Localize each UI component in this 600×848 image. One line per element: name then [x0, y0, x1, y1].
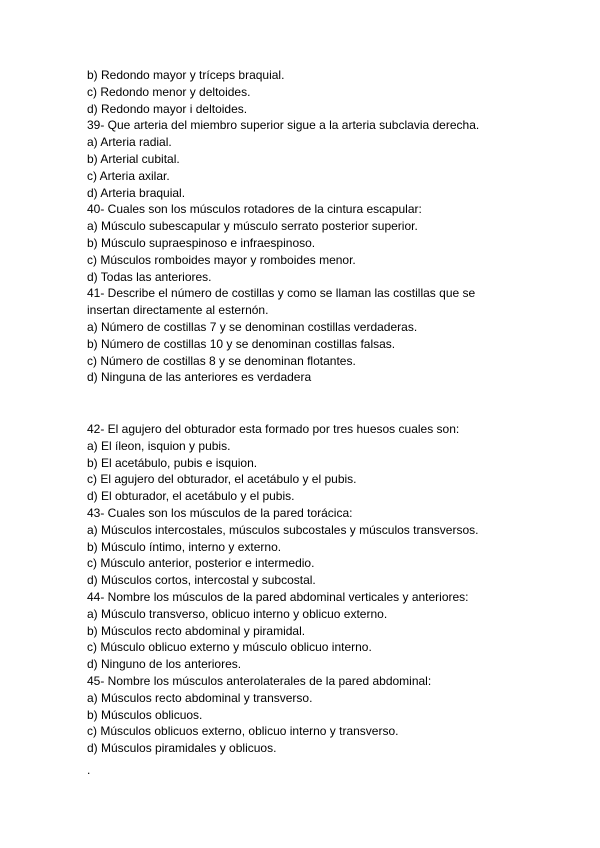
text-line: d) Músculos piramidales y oblicuos. — [87, 741, 277, 756]
text-line: b) Músculos recto abdominal y piramidal. — [87, 623, 306, 638]
text-line: 43- Cuales son los músculos de la pared torácica: — [87, 505, 353, 520]
text-line: d) Arteria braquial. — [87, 185, 186, 200]
text-line: c) Número de costillas 8 y se denominan flotantes. — [87, 353, 356, 368]
text-line: 44- Nombre los músculos de la pared abdominal verticales y anteriores: — [87, 589, 469, 604]
text-block-questions-42-45 — [87, 421, 587, 757]
text-line: a) El íleon, isquion y pubis. — [87, 438, 231, 453]
text-line: b) Músculo supraespinoso e infraespinoso. — [87, 235, 316, 250]
text-line: d) Músculos cortos, intercostal y subcostal. — [87, 573, 316, 588]
text-line: 40- Cuales son los músculos rotadores de la cintura escapular: — [87, 202, 422, 217]
text-line: a) Arteria radial. — [87, 135, 172, 150]
text-line: c) Músculos oblicuos externo, oblicuo interno y transverso. — [87, 724, 399, 739]
text-line: a) Músculo subescapular y músculo serrato posterior superior. — [87, 219, 418, 234]
text-line: a) Músculo transverso, oblicuo interno y oblicuo externo. — [87, 606, 388, 621]
text-line: d) El obturador, el acetábulo y el pubis. — [87, 489, 295, 504]
text-line: d) Ninguno de los anteriores. — [87, 657, 242, 672]
text-line: a) Número de costillas 7 y se denominan costillas verdaderas. — [87, 319, 418, 334]
text-line: d) Ninguna de las anteriores es verdadera — [87, 370, 312, 385]
text-line: b) Arterial cubital. — [87, 151, 180, 166]
text-line: c) El agujero del obturador, el acetábulo y el pubis. — [87, 472, 357, 487]
text-line: 42- El agujero del obturador esta formado por tres huesos cuales son: — [87, 422, 460, 436]
text-line: c) Músculos romboides mayor y romboides menor. — [87, 252, 356, 267]
text-line: b) Número de costillas 10 y se denominan costillas falsas. — [87, 336, 396, 351]
text-line: c) Músculo oblicuo externo y músculo oblicuo interno. — [87, 640, 372, 655]
text-line: 39- Que arteria del miembro superior sigue a la arteria subclavia derecha. — [87, 118, 480, 133]
text-line: d) Redondo mayor i deltoides. — [87, 101, 248, 116]
text-line: 45- Nombre los músculos anterolaterales de la pared abdominal: — [87, 673, 432, 688]
text-line: a) Músculos recto abdominal y transverso. — [87, 690, 313, 705]
text-line: insertan directamente al esternón. — [87, 303, 269, 318]
text-line: 41- Describe el número de costillas y como se llaman las costillas que se — [87, 286, 476, 301]
text-line: c) Músculo anterior, posterior e intermedio. — [87, 556, 315, 571]
text-line: c) Arteria axilar. — [87, 168, 170, 183]
trailing-mark: . — [87, 763, 91, 777]
text-block-questions-38-41 — [87, 67, 587, 386]
text-line: b) Redondo mayor y tríceps braquial. — [87, 68, 285, 82]
text-line: b) El acetábulo, pubis e isquion. — [87, 455, 258, 470]
text-line: b) Músculo íntimo, interno y externo. — [87, 539, 282, 554]
text-line: c) Redondo menor y deltoides. — [87, 84, 251, 99]
text-line: a) Músculos intercostales, músculos subcostales y músculos transversos. — [87, 522, 479, 537]
text-line: b) Músculos oblicuos. — [87, 707, 203, 722]
text-line: d) Todas las anteriores. — [87, 269, 212, 284]
